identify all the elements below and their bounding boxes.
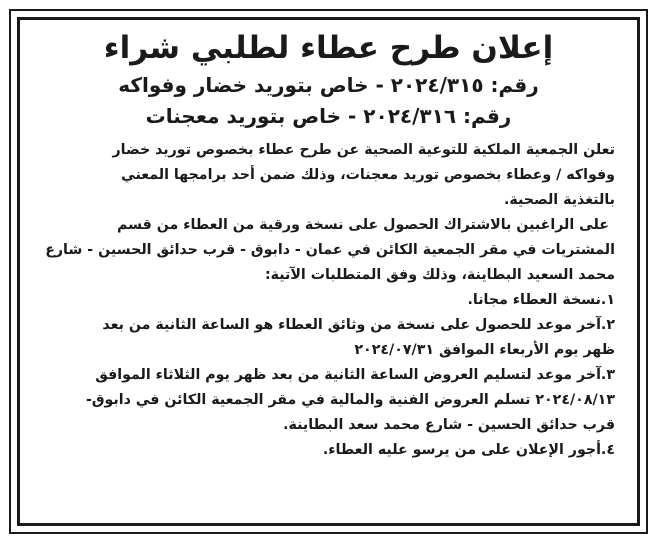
tender-ref-vegetables: رقم: ٢٠٢٤/٣١٥ - خاص بتوريد خضار وفواكه (118, 73, 539, 97)
body-line: محمد السعيد البطاينة، وذلك وفق المتطلبات الآتية: (264, 267, 615, 283)
announcement-box (17, 17, 640, 526)
tender-ref-pastries: رقم: ٢٠٢٤/٣١٦ - خاص بتوريد معجنات (145, 104, 512, 128)
announcement-body (42, 138, 615, 463)
body-line: المشتريات في مقر الجمعية الكائن في عمان - دابوق - قرب حدائق الحسين - شارع (45, 242, 615, 258)
body-line: قرب حدائق الحسين - شارع محمد سعد البطاينة. (283, 417, 615, 433)
requirement-item: ١.نسخة العطاء مجانا. (467, 292, 615, 308)
body-line: على الراغبين بالاشتراك الحصول على نسخة ورقية من العطاء من قسم (116, 217, 609, 233)
body-line: وفواكه / وعطاء بخصوص توريد معجنات، وذلك ضمن أحد برامجها المعني (121, 167, 615, 183)
announcement-title: إعلان طرح عطاء لطلبي شراء (103, 30, 554, 66)
requirement-item: ٤.أجور الإعلان على من يرسو عليه العطاء. (322, 442, 615, 458)
requirement-item: ٢.آخر موعد للحصول على نسخة من وثائق العطاء هو الساعة الثانية من بعد (102, 317, 615, 333)
body-line: بالتغذية الصحية. (503, 192, 615, 208)
body-line: ظهر يوم الأربعاء الموافق ٢٠٢٤/٠٧/٣١ (354, 342, 615, 358)
body-line: ٢٠٢٤/٠٨/١٣ تسلم العروض الفنية والمالية في مقر الجمعية الكائن في دابوق- (85, 392, 615, 408)
body-line: تعلن الجمعية الملكية للتوعية الصحية عن طرح عطاء بخصوص توريد خضار (112, 142, 615, 158)
requirement-item: ٣.آخر موعد لتسليم العروض الساعة الثانية من بعد ظهر يوم الثلاثاء الموافق (95, 367, 615, 383)
